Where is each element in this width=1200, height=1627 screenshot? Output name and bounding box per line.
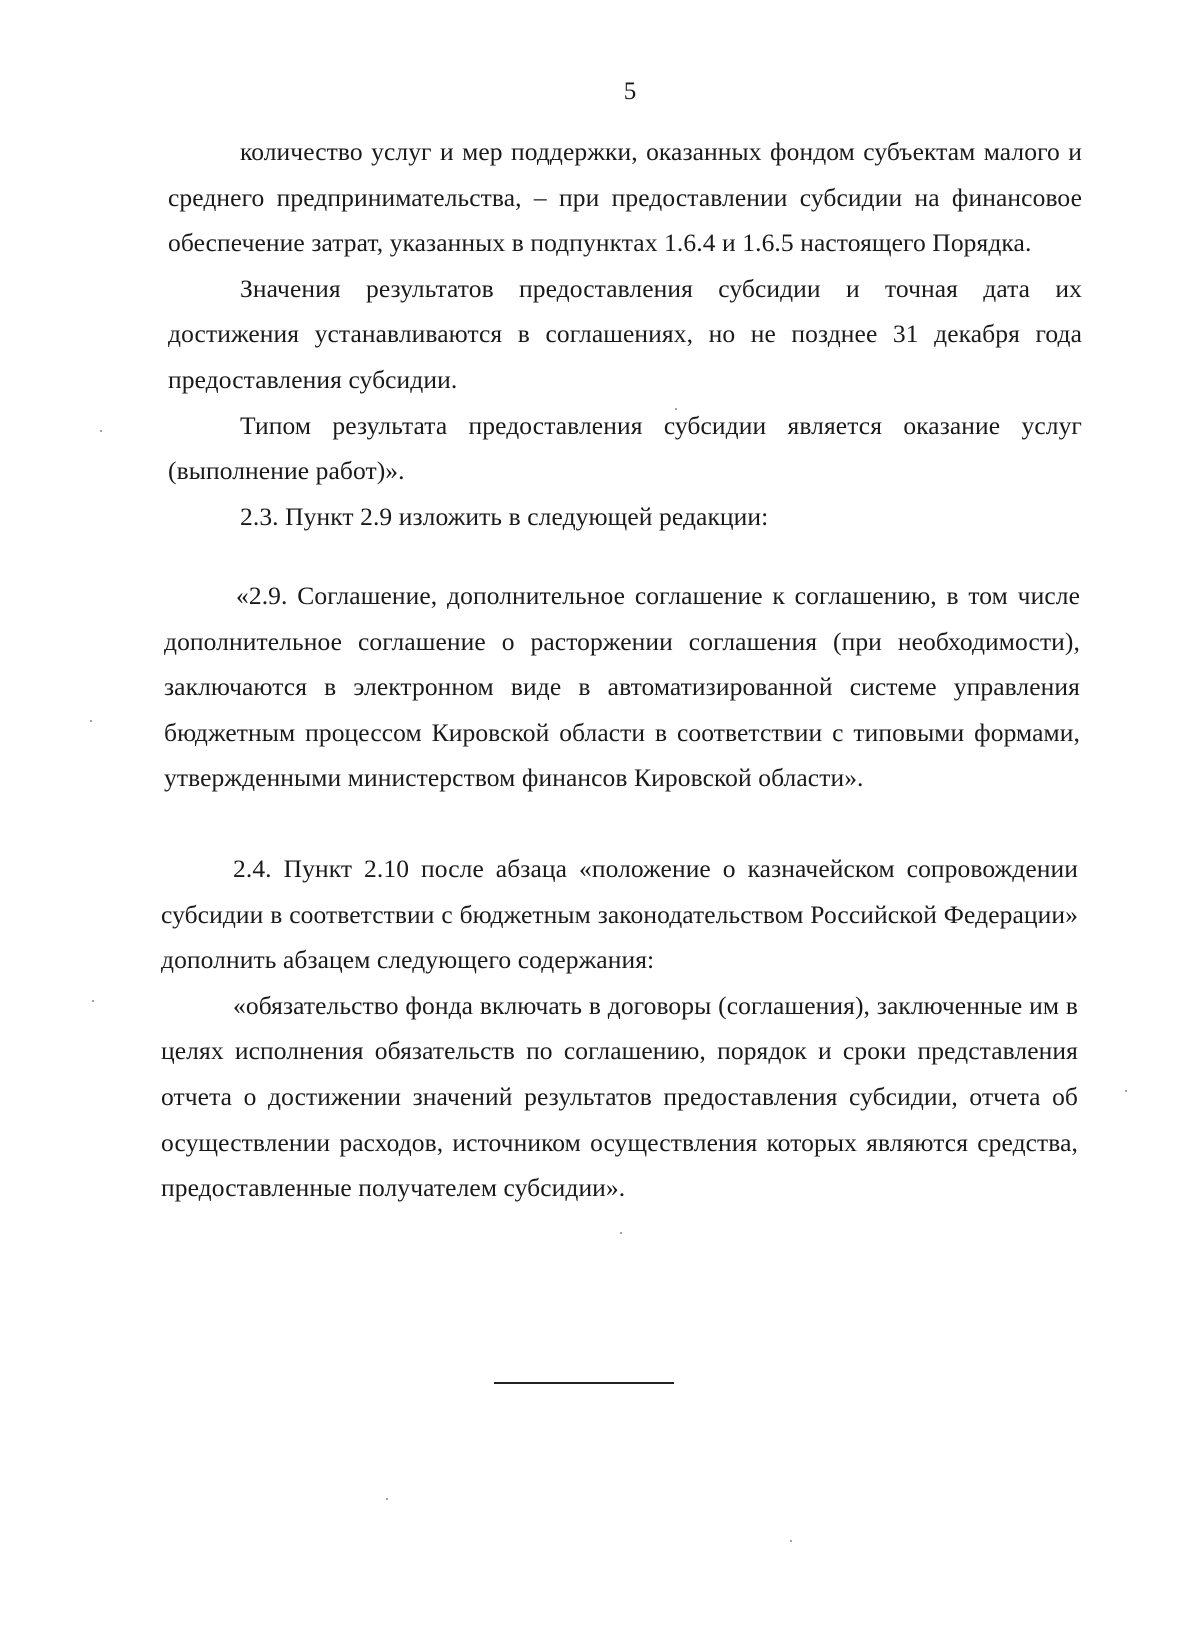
scan-speck [386, 1498, 388, 1500]
document-body-upper [168, 129, 1082, 539]
paragraph-results-count: количество услуг и мер поддержки, оказанных фондом субъектам малого и среднего предпринимательства, – при предоставлении субсидии на финансовое обеспечение затрат, указанных в подпунктах 1.6.4 и 1.6.5 настоящего Порядка. [168, 137, 1082, 258]
closing-rule [494, 1382, 674, 1384]
paragraph-clause-2-9: «2.9. Соглашение, дополнительное соглашение к соглашению, в том числе дополнительное соглашение о расторжении соглашения (при необходимости), заключаются в электронном виде в автоматизированной системе управления бюджетным процессом Кировской области в соответствии с типовыми формами, утвержденными министерством финансов Кировской области». [164, 581, 1080, 793]
scan-speck [92, 1000, 94, 1002]
paragraph-results-values: Значения результатов предоставления субсидии и точная дата их достижения устанавливаются в соглашениях, но не позднее 31 декабря года предоставления субсидии. [168, 273, 1082, 394]
scan-speck [790, 1540, 792, 1542]
scan-speck [90, 720, 92, 722]
scan-speck [1125, 1090, 1127, 1092]
page-number: 5 [623, 78, 637, 105]
document-body-lower [161, 846, 1078, 1211]
scan-speck [620, 1232, 622, 1234]
paragraph-item-2-3: 2.3. Пункт 2.9 изложить в следующей редакции: [240, 501, 769, 531]
document-body-middle [164, 573, 1080, 801]
scan-speck [100, 430, 102, 432]
paragraph-item-2-4: 2.4. Пункт 2.10 после абзаца «положение о казначейском сопровождении субсидии в соответствии с бюджетным законодательством Российской Федерации» дополнить абзацем следующего содержания: [161, 854, 1078, 975]
paragraph-obligation: «обязательство фонда включать в договоры (соглашения), заключенные им в целях исполнения обязательств по соглашению, порядок и сроки представления отчета о достижении значений результатов предоставления субсидии, отчета об осуществлении расходов, источником осуществления которых являются средства, предоставленные получателем субсидии». [161, 990, 1078, 1203]
scan-speck [675, 408, 677, 410]
paragraph-result-type: Типом результата предоставления субсидии является оказание услуг (выполнение работ)». [168, 410, 1082, 486]
